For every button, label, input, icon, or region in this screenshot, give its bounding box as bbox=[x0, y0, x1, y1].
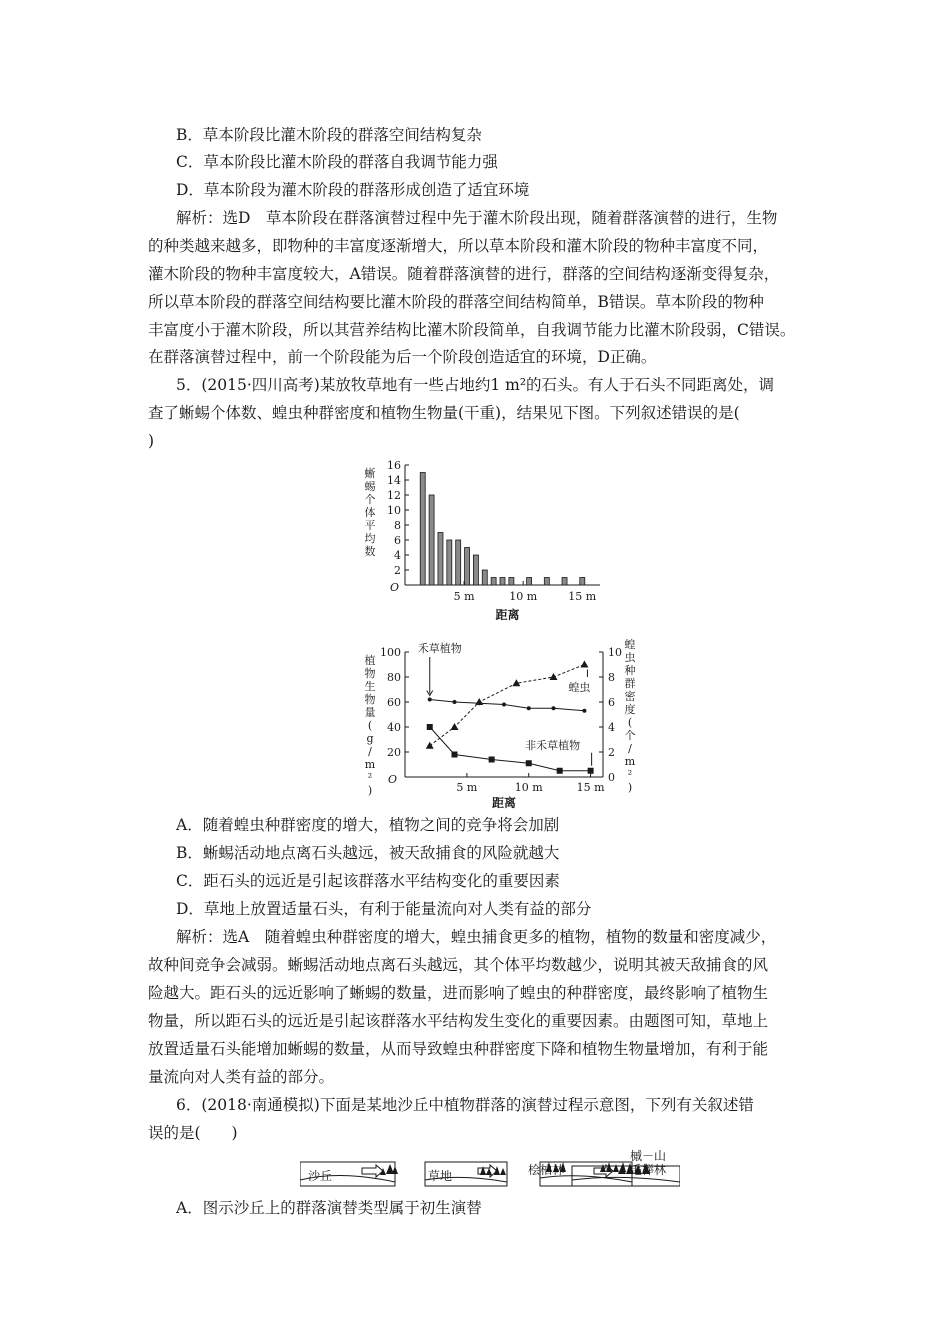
y-axis-label-right: 个 bbox=[624, 729, 636, 742]
q4-analysis-line: 所以草本阶段的群落空间结构要比灌木阶段的群落空间结构简单，B错误。草本阶段的物种 bbox=[148, 293, 764, 311]
y-axis-label-right: 蝗 bbox=[624, 638, 636, 651]
y-right-tick-label: 6 bbox=[608, 696, 615, 709]
y-tick-label: 10 bbox=[387, 504, 401, 517]
bar bbox=[509, 578, 514, 586]
bar bbox=[482, 570, 487, 585]
q5-option-b: B．蜥蜴活动地点离石头越远，被天敌捕食的风险就越大 bbox=[176, 844, 560, 862]
q5-analysis-line: 物量，所以距石头的远近是引起该群落水平结构发生变化的重要因素。由题图可知，草地上 bbox=[148, 1012, 769, 1030]
bar bbox=[491, 578, 496, 586]
y-axis-label: 蜥 bbox=[364, 467, 376, 480]
q6-option-a: A．图示沙丘上的群落演替类型属于初生演替 bbox=[176, 1199, 482, 1217]
q6-stem-line: 误的是( ) bbox=[148, 1124, 238, 1142]
y-axis-label-right: m bbox=[624, 755, 636, 768]
y-tick-label: 6 bbox=[394, 534, 401, 547]
y-axis-label: / bbox=[368, 745, 372, 758]
data-point-circle bbox=[453, 700, 457, 704]
y-axis-label-right: ) bbox=[627, 781, 633, 794]
y-axis-label: ( bbox=[367, 719, 373, 732]
y-tick-label: 80 bbox=[387, 671, 401, 684]
y-tick-label: 14 bbox=[387, 474, 401, 487]
diagram-label-dune: 沙丘 bbox=[308, 1169, 333, 1183]
diagram-label-juniper: 桧柏林 bbox=[528, 1163, 565, 1177]
biomass-locust-line-chart bbox=[355, 630, 645, 810]
y-tick-label: 16 bbox=[387, 459, 401, 472]
y-axis-label: 体 bbox=[364, 506, 376, 519]
bar bbox=[456, 540, 461, 585]
x-tick-label: 5 m bbox=[453, 590, 475, 603]
q4-analysis-line: 的种类越来越多，即物种的丰富度逐渐增大，所以草本阶段和灌木阶段的物种丰富度不同， bbox=[148, 237, 769, 255]
bar bbox=[447, 540, 452, 585]
y-axis-label: 植 bbox=[364, 654, 376, 667]
succession-diagram bbox=[300, 1148, 680, 1190]
y-axis-label-right: 度 bbox=[624, 703, 636, 716]
y-axis-label: g bbox=[366, 732, 374, 745]
bar bbox=[580, 578, 585, 586]
q4-analysis-line: 灌木阶段的物种丰富度较大，A错误。随着群落演替的进行，群落的空间结构逐渐变得复杂， bbox=[148, 265, 780, 283]
x-tick-label: 15 m bbox=[568, 590, 597, 603]
data-point-circle bbox=[552, 706, 556, 710]
data-point-circle bbox=[428, 698, 432, 702]
y-axis-label: 物 bbox=[364, 693, 376, 706]
x-tick-label: 10 m bbox=[514, 781, 543, 794]
y-tick-label: 60 bbox=[387, 696, 401, 709]
y-axis-label-right: 群 bbox=[624, 677, 636, 690]
data-point-circle bbox=[582, 709, 586, 713]
data-point-triangle bbox=[426, 742, 434, 749]
x-tick-label: 15 m bbox=[576, 781, 605, 794]
q4-option-d: D．草本阶段为灌木阶段的群落形成创造了适宜环境 bbox=[176, 181, 530, 199]
q5-stem-line: 查了蜥蜴个体数、蝗虫种群密度和植物生物量(干重)，结果见下图。下列叙述错误的是( bbox=[148, 404, 740, 422]
y-axis-label: ² bbox=[367, 771, 373, 784]
bar bbox=[562, 578, 567, 586]
q6-stem-line: 6．(2018·南通模拟)下面是某地沙丘中植物群落的演替过程示意图，下列有关叙述错 bbox=[176, 1096, 754, 1114]
q5-analysis-line: 量流向对人类有益的部分。 bbox=[148, 1068, 335, 1086]
bar bbox=[527, 578, 532, 586]
y-tick-label: 12 bbox=[387, 489, 401, 502]
data-point-triangle bbox=[550, 673, 558, 680]
lizard-bar-chart bbox=[355, 455, 615, 640]
q5-stem-line: 5．(2015·四川高考)某放牧草地有一些占地约1 m²的石头。有人于石头不同距离处，调 bbox=[176, 376, 775, 394]
diagram-label-beech: 毛榉林 bbox=[630, 1163, 667, 1177]
origin-label: O bbox=[387, 773, 397, 786]
q4-analysis-line: 在群落演替过程中，前一个阶段能为后一个阶段创造适宜的环境，D正确。 bbox=[148, 348, 657, 366]
q5-option-c: C．距石头的远近是引起该群落水平结构变化的重要因素 bbox=[176, 872, 560, 890]
q4-analysis-line: 丰富度小于灌木阶段，所以其营养结构比灌木阶段简单，自我调节能力比灌木阶段弱，C错误。 bbox=[148, 321, 796, 339]
y-axis-label: 蜴 bbox=[364, 480, 376, 493]
y-axis-label: 物 bbox=[364, 667, 376, 680]
data-point-square bbox=[557, 768, 563, 774]
y-axis-label: 量 bbox=[364, 706, 376, 719]
arrow-icon bbox=[478, 1165, 497, 1177]
y-axis-label-right: 密 bbox=[624, 690, 636, 703]
x-axis-label: 距离 bbox=[491, 796, 517, 810]
bar bbox=[544, 578, 549, 586]
diagram-label-maple: 槭－山 bbox=[630, 1149, 667, 1163]
series-label: 蝗虫 bbox=[568, 681, 591, 694]
x-axis-label: 距离 bbox=[495, 608, 520, 622]
data-point-triangle bbox=[475, 698, 483, 705]
y-right-tick-label: 10 bbox=[608, 646, 622, 659]
y-axis-label: 生 bbox=[364, 680, 376, 693]
data-point-triangle bbox=[580, 661, 588, 668]
q5-stem-line: ) bbox=[148, 432, 155, 450]
diagram-label-grassland: 草地 bbox=[428, 1169, 453, 1183]
y-right-tick-label: 0 bbox=[608, 771, 615, 784]
q5-option-a: A．随着蝗虫种群密度的增大，植物之间的竞争将会加剧 bbox=[176, 816, 560, 834]
y-axis-label-right: / bbox=[628, 742, 632, 755]
data-point-circle bbox=[527, 706, 531, 710]
data-point-circle bbox=[502, 703, 506, 707]
y-axis-label-right: 种 bbox=[624, 664, 636, 677]
y-axis-label-right: 虫 bbox=[624, 651, 636, 664]
y-axis-label: 个 bbox=[364, 493, 376, 506]
series-label: 非禾草植物 bbox=[525, 738, 581, 752]
y-axis-label: 平 bbox=[364, 519, 376, 532]
data-point-square bbox=[526, 760, 532, 766]
y-tick-label: 100 bbox=[380, 646, 401, 659]
y-tick-label: 40 bbox=[387, 721, 401, 734]
y-axis-label: 均 bbox=[364, 532, 376, 545]
q5-analysis-line: 解析：选A 随着蝗虫种群密度的增大，蝗虫捕食更多的植物，植物的数量和密度减少， bbox=[176, 928, 777, 946]
y-axis-label: m bbox=[364, 758, 376, 771]
q5-analysis-line: 放置适量石头能增加蜥蜴的数量，从而导致蝗虫种群密度下降和植物生物量增加，有利于能 bbox=[148, 1040, 769, 1058]
bar bbox=[473, 555, 478, 585]
data-point-square bbox=[452, 752, 458, 758]
series-label: 禾草植物 bbox=[417, 642, 462, 655]
y-tick-label: 20 bbox=[387, 746, 401, 759]
y-right-tick-label: 8 bbox=[608, 671, 615, 684]
y-tick-label: 4 bbox=[394, 549, 401, 562]
bar bbox=[438, 533, 443, 586]
y-right-tick-label: 2 bbox=[608, 746, 615, 759]
origin-label: O bbox=[389, 581, 399, 594]
y-tick-label: 2 bbox=[394, 564, 401, 577]
q5-analysis-line: 险越大。距石头的远近影响了蜥蜴的数量，进而影响了蝗虫的种群密度，最终影响了植物生 bbox=[148, 984, 769, 1002]
y-axis-label: 数 bbox=[364, 545, 376, 558]
data-point-square bbox=[588, 768, 594, 774]
bar bbox=[420, 473, 425, 586]
bar bbox=[465, 548, 470, 586]
bar bbox=[500, 578, 505, 586]
bar bbox=[429, 495, 434, 585]
q4-option-c: C．草本阶段比灌木阶段的群落自我调节能力强 bbox=[176, 153, 498, 171]
q4-option-b: B．草本阶段比灌木阶段的群落空间结构复杂 bbox=[176, 126, 482, 144]
y-axis-label: ) bbox=[367, 784, 373, 797]
y-right-tick-label: 4 bbox=[608, 721, 615, 734]
q4-analysis-line: 解析：选D 草本阶段在群落演替过程中先于灌木阶段出现，随着群落演替的进行，生物 bbox=[176, 209, 778, 227]
q5-option-d: D．草地上放置适量石头，有利于能量流向对人类有益的部分 bbox=[176, 900, 592, 918]
q5-analysis-line: 故种间竞争会减弱。蜥蜴活动地点离石头越远，其个体平均数越少，说明其被天敌捕食的风 bbox=[148, 956, 769, 974]
y-tick-label: 8 bbox=[394, 519, 401, 532]
x-tick-label: 10 m bbox=[509, 590, 538, 603]
data-point-square bbox=[427, 724, 433, 730]
x-tick-label: 5 m bbox=[456, 781, 478, 794]
y-axis-label-right: ( bbox=[627, 716, 633, 729]
y-axis-label-right: ² bbox=[627, 768, 633, 781]
arrow-icon bbox=[362, 1165, 383, 1177]
data-point-square bbox=[489, 757, 495, 763]
